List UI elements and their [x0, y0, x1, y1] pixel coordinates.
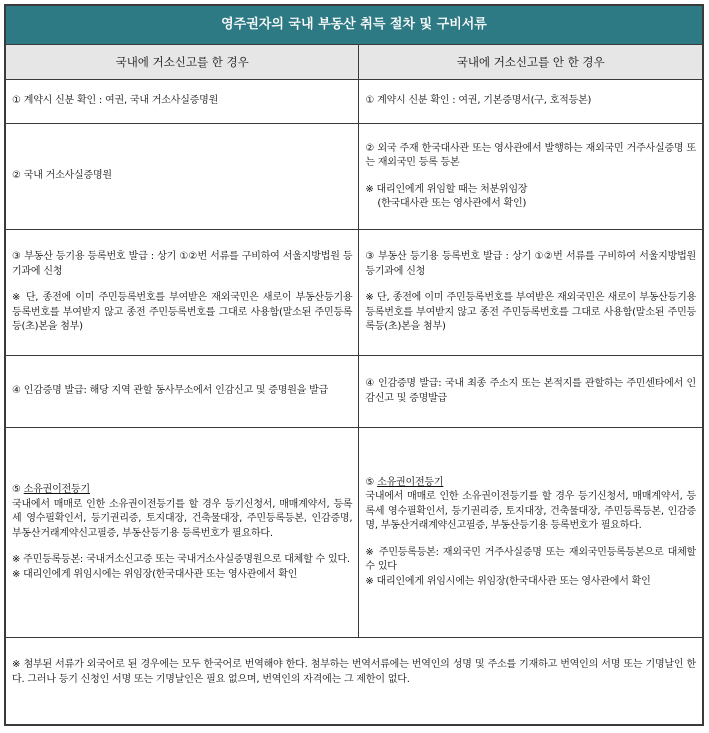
- registration-left-note: ※ 단, 종전에 이미 주민등록번호를 부여받은 재외국민은 새로이 부동산등기용 등록번호를 부여받지 않고 종전 주민등록번호를 그대로 사용함(말소된 주민등록등(초)본을 첨부): [12, 292, 353, 333]
- transfer-left-note-1: ※ 주민등록등본: 국내거소신고증 또는 국내거소사실증명원으로 대체할 수 있다.: [12, 554, 350, 565]
- seal-right-text: ④ 인감증명 발급: 국내 최종 주소지 또는 본적지를 관할하는 주민센타에서 인감신고 및 증명발급: [365, 378, 696, 404]
- cell-residence-left: [6, 124, 359, 230]
- registration-left-text: ③ 부동산 등기용 등록번호 발급 : 상기 ①②번 서류를 구비하여 서울지방법원 등기과에 신청: [12, 251, 353, 277]
- transfer-right-body: 국내에서 매매로 인한 소유권이전등기를 할 경우 등기신청서, 매매계약서, 등록세 영수필확인서, 등기권리증, 토지대장, 건축물대장, 주민등록등본, 인감증명, 부동산거래계약신고필증, 부동산등기용 등록번호가 필요하다.: [365, 491, 696, 532]
- row-seal-certificate: [6, 356, 703, 428]
- cell-transfer-left: [6, 428, 359, 638]
- cell-seal-left: [6, 356, 359, 428]
- transfer-right-heading-num: ⑤: [365, 476, 378, 488]
- transfer-right-note-2: ※ 대리인에게 위임시에는 위임장(한국대사관 또는 영사관에서 확인: [365, 575, 651, 587]
- registration-right-note: ※ 단, 종전에 이미 주민등록번호를 부여받은 재외국민은 새로이 부동산등기용 등록번호를 부여받지 않고 종전 주민등록번호를 그대로 사용함(말소된 주민등록등(초)본을 첨부): [365, 292, 696, 333]
- cell-identity-right: [359, 80, 703, 124]
- residence-right-note-sub: (한국대사관 또는 영사관에서 확인): [377, 198, 527, 209]
- header-row: [6, 45, 703, 80]
- transfer-right-heading: [365, 476, 696, 491]
- footer-note-text: ※ 첨부된 서류가 외국어로 된 경우에는 모두 한국어로 번역해야 한다. 첨부하는 번역서류에는 번역인의 성명 및 주소를 기재하고 번역인의 서명 또는 기명날인 한다. 그러나 등기 신청인 서명 또는 기명날인은 필요 없으며, 번역인의 자격에는 그 제한이 없다.: [12, 659, 696, 685]
- row-identity-check: [6, 80, 703, 124]
- transfer-left-note-2: ※ 대리인에게 위임시에는 위임장(한국대사관 또는 영사관에서 확인: [12, 568, 298, 580]
- transfer-right-note-1: ※ 주민등록등본: 재외국민 거주사실증명 또는 재외국민등록등본으로 대체할 수 있다: [365, 546, 696, 573]
- transfer-left-heading-text: 소유권이전등기: [23, 484, 90, 495]
- row-footer-note: [6, 638, 703, 725]
- title-row: [6, 6, 703, 45]
- procedure-table-frame: [4, 4, 704, 726]
- transfer-left-heading-num: ⑤: [12, 484, 24, 495]
- table-title: 영주권자의 국내 부동산 취득 절차 및 구비서류: [6, 6, 703, 45]
- procedure-table: [5, 5, 703, 725]
- identity-right-text: ① 계약시 신분 확인 : 여권, 기본증명서(구, 호적등본): [365, 95, 592, 107]
- seal-left-text: ④ 인감증명 발급: 해당 지역 관할 동사무소에서 인감신고 및 증명원을 발급: [12, 385, 329, 397]
- cell-registration-right: [359, 230, 703, 356]
- registration-right-text: ③ 부동산 등기용 등록번호 발급 : 상기 ①②번 서류를 구비하여 서울지방법원 등기과에 신청: [365, 251, 696, 277]
- cell-seal-right: [359, 356, 703, 428]
- transfer-left-heading: [12, 483, 352, 498]
- cell-footer: [6, 638, 703, 725]
- transfer-right-heading-text: 소유권이전등기: [377, 476, 444, 488]
- residence-right-text: ② 외국 주재 한국대사관 또는 영사관에서 발행하는 재외국민 거주사실증명 또는 재외국민 등록 등본: [365, 142, 696, 168]
- residence-right-note: ※ 대리인에게 위임할 때는 처분위임장: [365, 183, 528, 195]
- header-not-registered: 국내에 거소신고를 안 한 경우: [359, 45, 703, 80]
- cell-identity-left: [6, 80, 359, 124]
- header-registered: 국내에 거소신고를 한 경우: [6, 45, 359, 80]
- residence-left-text: ② 국내 거소사실증명원: [12, 170, 112, 182]
- transfer-left-body: 국내에서 매매로 인한 소유권이전등기를 할 경우 등기신청서, 매매계약서, 등록세 영수필확인서, 등기권리증, 토지대장, 건축물대장, 주민등록등본, 인감증명, 부동산거래계약신고필증, 부동산등기용 등록번호가 필요하다.: [12, 498, 353, 539]
- row-registration-number: [6, 230, 703, 356]
- cell-registration-left: [6, 230, 359, 356]
- row-ownership-transfer: [6, 428, 703, 638]
- identity-left-text: ① 계약시 신분 확인 : 여권, 국내 거소사실증명원: [12, 95, 219, 107]
- cell-transfer-right: [359, 428, 703, 638]
- row-residence-proof: [6, 124, 703, 230]
- cell-residence-right: [359, 124, 703, 230]
